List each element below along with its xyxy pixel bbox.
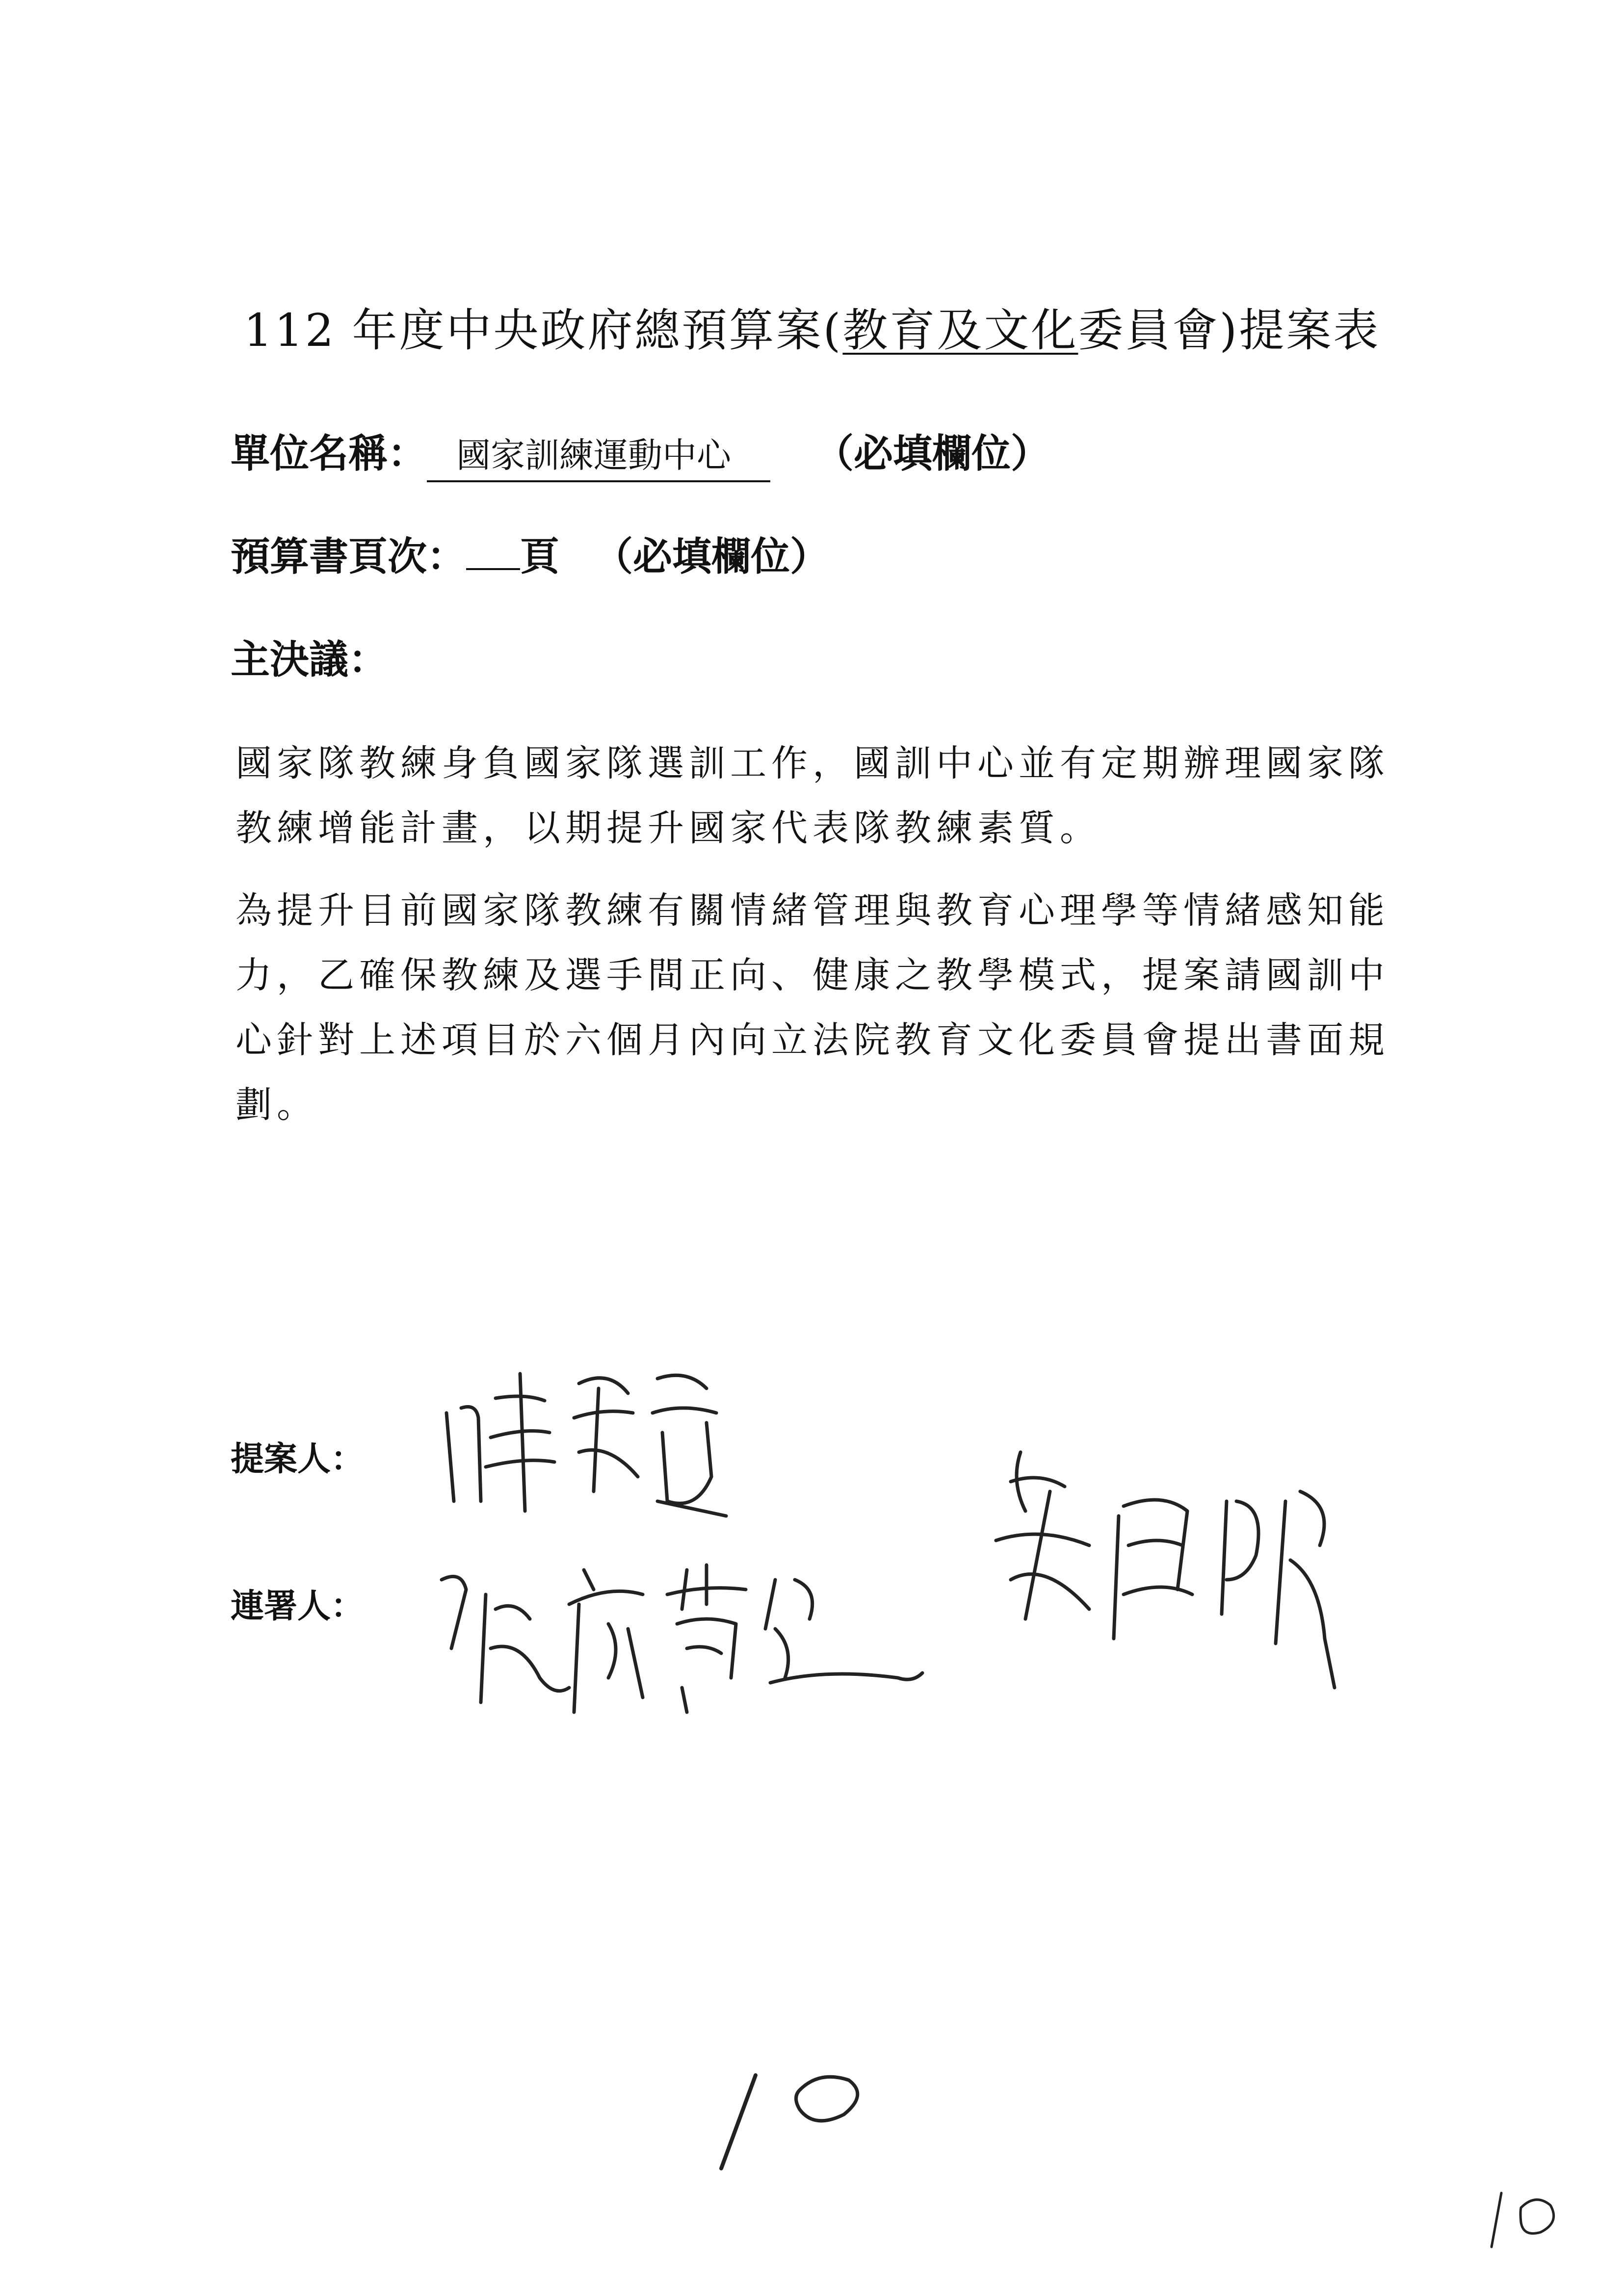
cosigner-label: 連署人： (231, 1587, 365, 1626)
budget-page-unit: 頁 (520, 534, 559, 579)
unit-required-note: （必填欄位） (814, 431, 1050, 476)
document-title (0, 294, 1624, 359)
proposer-signature (432, 1354, 736, 1531)
unit-value: 國家訓練運動中心 (427, 428, 770, 482)
budget-page-field (231, 525, 829, 581)
unit-field (231, 422, 1050, 482)
budget-page-required-note: （必填欄位） (594, 534, 829, 579)
resolution-paragraph-2: 為提升目前國家隊教練有關情緒管理與教育心理學等情緒感知能力，乙確保教練及選手間正向、健康之教學模式，提案請國訓中心針對上述項目於六個月內向立法院教育文化委員會提出書面規劃。 (236, 889, 1389, 1126)
handwritten-page-number-corner (1482, 2183, 1570, 2262)
resolution-paragraph-1: 國家隊教練身負國家隊選訓工作，國訓中心並有定期辦理國家隊教練增能計畫，以期提升國家代表隊教練素質。 (236, 742, 1389, 849)
proposer-label: 提案人： (231, 1440, 365, 1479)
budget-page-value (466, 534, 520, 570)
title-prefix: 112 年度中央政府總預算案( (243, 304, 843, 357)
handwritten-page-number-center (707, 2061, 883, 2178)
cosigner-signature-1 (432, 1550, 947, 1727)
unit-label: 單位名稱： (231, 431, 427, 476)
budget-page-label: 預算書頁次： (231, 534, 466, 579)
resolution-label: 主決議： (231, 637, 388, 682)
title-suffix: 委員會)提案表 (1078, 304, 1381, 357)
cosigner-signature-2 (981, 1433, 1374, 1727)
title-committee: 教育及文化 (842, 304, 1078, 357)
